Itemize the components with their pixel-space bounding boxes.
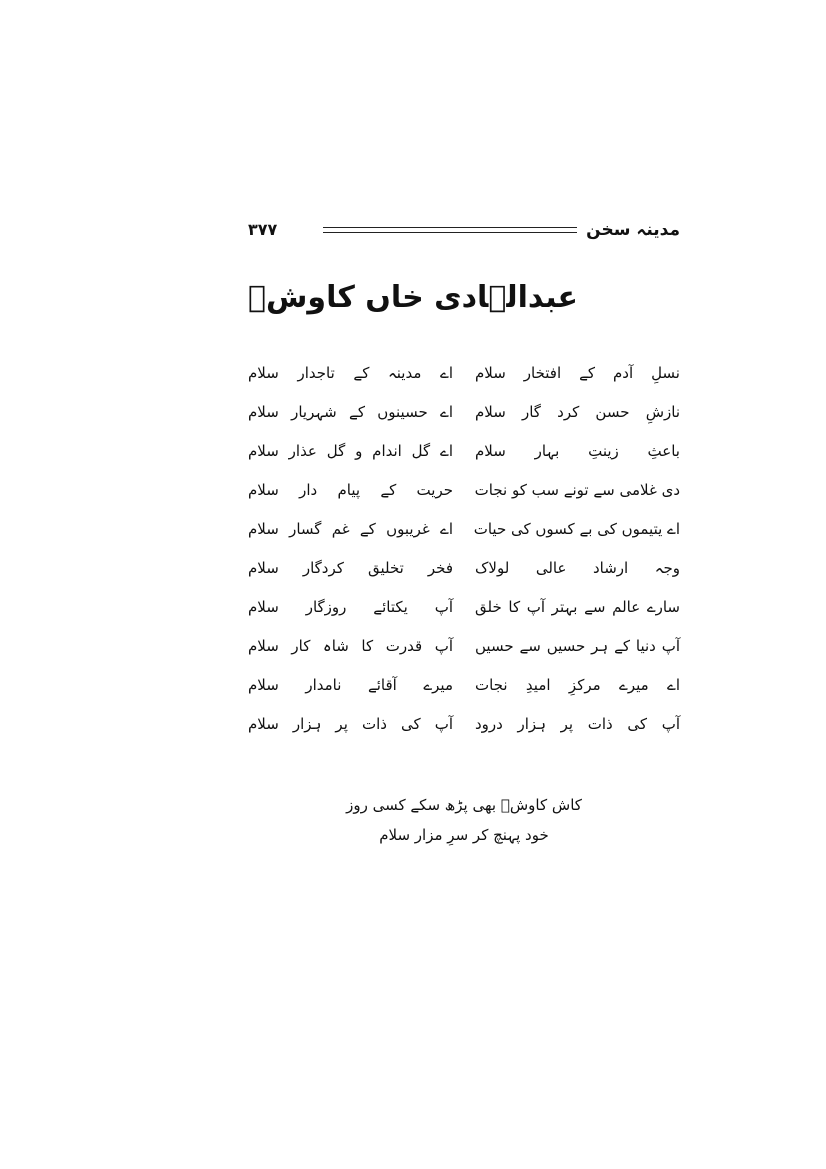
page-header bbox=[248, 216, 680, 246]
misra-first: اے یتیموں کی بے کسوں کی حیات bbox=[473, 520, 680, 538]
misra-first: دی غلامی سے تونے سب کو نجات bbox=[474, 481, 680, 499]
maqta-second-line: خود پہنچ کر سرِ مزار سلام bbox=[379, 826, 549, 844]
misra-first: باعثِ زینتِ بہار سلام bbox=[475, 442, 680, 460]
misra-second: حریت کے پیام دار سلام bbox=[248, 481, 453, 499]
misra-first: نازشِ حسن کرد گار سلام bbox=[475, 403, 680, 421]
poem-title: عبدالہادی خاں کاوشؔ bbox=[248, 280, 578, 315]
maqta-couplet bbox=[248, 790, 680, 850]
misra-second: اے حسینوں کے شہریار سلام bbox=[248, 403, 453, 421]
misra-second: فخر تخلیق کردگار سلام bbox=[248, 559, 453, 577]
misra-first: نسلِ آدم کے افتخار سلام bbox=[475, 364, 680, 382]
misra-second: اے غریبوں کے غم گسار سلام bbox=[248, 520, 453, 538]
maqta-first-line: کاش کاوشؔ بھی پڑھ سکے کسی روز bbox=[346, 796, 582, 814]
misra-second: میرے آقائے نامدار سلام bbox=[248, 676, 453, 694]
misra-second: آپ یکتائے روزگار سلام bbox=[248, 598, 453, 616]
couplet bbox=[248, 594, 680, 633]
couplet bbox=[248, 555, 680, 594]
poem-body bbox=[248, 360, 680, 750]
page-number: ۳۷۷ bbox=[248, 220, 278, 239]
couplet bbox=[248, 477, 680, 516]
misra-first: اے میرے مرکزِ امیدِ نجات bbox=[475, 676, 680, 694]
header-double-rule bbox=[323, 227, 577, 233]
misra-second: اے مدینہ کے تاجدار سلام bbox=[248, 364, 453, 382]
misra-first: آپ کی ذات پر ہزار درود bbox=[475, 715, 680, 733]
misra-second: آپ کی ذات پر ہزار سلام bbox=[248, 715, 453, 733]
couplet bbox=[248, 633, 680, 672]
running-head: مدینہ سخن bbox=[586, 220, 680, 240]
couplet bbox=[248, 672, 680, 711]
misra-first: سارے عالم سے بہتر آپ کا خلق bbox=[475, 598, 680, 616]
couplet bbox=[248, 399, 680, 438]
couplet bbox=[248, 360, 680, 399]
couplet bbox=[248, 438, 680, 477]
couplet bbox=[248, 516, 680, 555]
misra-second: اے گل اندام و گل عذار سلام bbox=[248, 442, 453, 460]
misra-first: آپ دنیا کے ہر حسیں سے حسیں bbox=[475, 637, 680, 655]
misra-first: وجہ ارشاد عالی لولاک bbox=[475, 559, 680, 577]
misra-second: آپ قدرت کا شاہ کار سلام bbox=[248, 637, 453, 655]
couplet bbox=[248, 711, 680, 750]
